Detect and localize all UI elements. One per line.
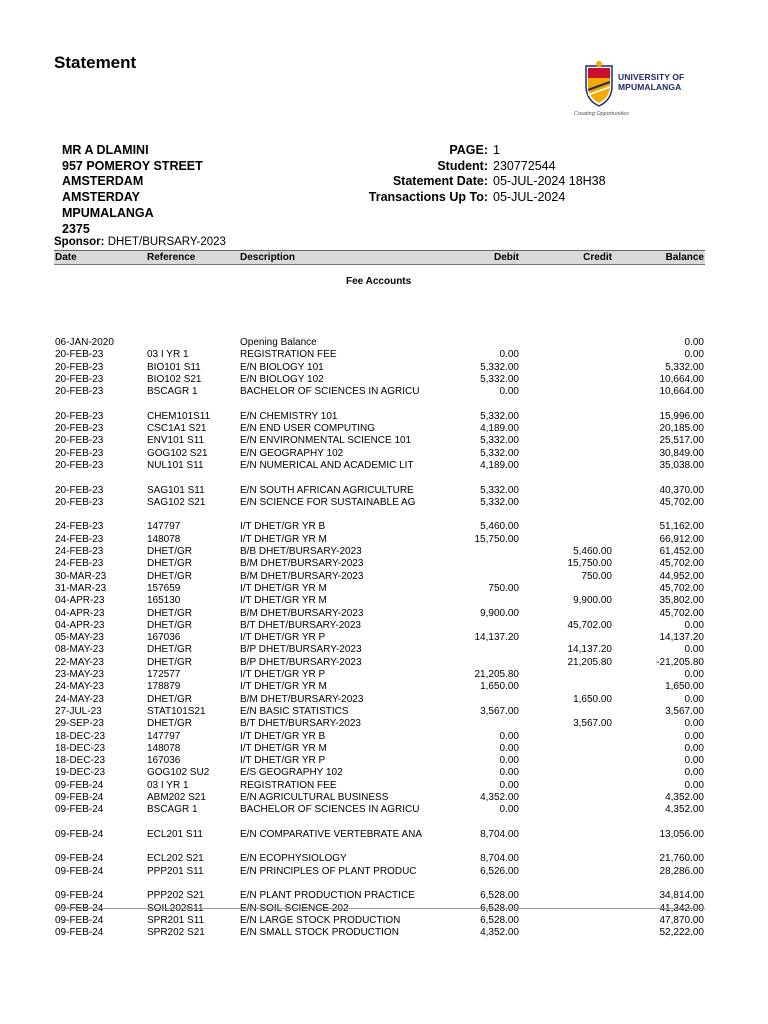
- table-row: [0, 731, 768, 743]
- row-balance: 13,056.00: [659, 828, 704, 840]
- table-row: [0, 497, 768, 522]
- row-reference: ECL201 S11: [147, 828, 203, 840]
- row-debit: 5,332.00: [480, 361, 519, 373]
- row-date: 20-FEB-23: [55, 386, 104, 398]
- address-name: MR A DLAMINI: [62, 143, 149, 157]
- recipient-address: [62, 143, 203, 237]
- table-row: [0, 558, 768, 570]
- row-balance: 10,664.00: [659, 386, 704, 398]
- row-date: 05-MAY-23: [55, 632, 104, 644]
- row-reference: 178879: [147, 681, 181, 693]
- row-reference: GOG102 SU2: [147, 767, 210, 779]
- row-reference: 148078: [147, 742, 181, 754]
- address-postal-code: 2375: [62, 221, 90, 236]
- row-date: 18-DEC-23: [55, 755, 106, 767]
- table-row: [0, 792, 768, 804]
- table-row: [0, 632, 768, 644]
- row-reference: 147797: [147, 730, 181, 742]
- row-balance: 5,332.00: [665, 361, 704, 373]
- row-reference: ABM202 S21: [147, 791, 206, 803]
- row-description: I/T DHET/GR YR M: [240, 742, 327, 754]
- row-description: I/T DHET/GR YR M: [240, 582, 327, 594]
- row-reference: DHET/GR: [147, 718, 192, 730]
- row-date: 09-FEB-24: [55, 791, 104, 803]
- row-date: 20-FEB-23: [55, 447, 104, 459]
- row-date: 09-FEB-24: [55, 853, 104, 865]
- row-balance: 1,650.00: [665, 681, 704, 693]
- row-debit: 4,352.00: [480, 927, 519, 939]
- table-row: [0, 349, 768, 361]
- row-balance: 30,849.00: [659, 447, 704, 459]
- table-row: [0, 669, 768, 681]
- row-debit: 6,528.00: [480, 890, 519, 902]
- row-balance: 61,452.00: [659, 546, 704, 558]
- row-balance: 0.00: [684, 669, 704, 681]
- statement-info-labels: [320, 143, 488, 206]
- row-balance: 10,664.00: [659, 373, 704, 385]
- row-description: REGISTRATION FEE: [240, 779, 337, 791]
- row-date: 30-MAR-23: [55, 570, 107, 582]
- row-debit: 0.00: [499, 779, 519, 791]
- row-debit: 5,332.00: [480, 447, 519, 459]
- row-reference: ENV101 S11: [147, 435, 205, 447]
- row-date: 09-FEB-24: [55, 927, 104, 939]
- row-date: 20-FEB-23: [55, 496, 104, 508]
- table-row: [0, 829, 768, 854]
- table-row: [0, 866, 768, 891]
- table-row: [0, 915, 768, 927]
- row-description: I/T DHET/GR YR M: [240, 681, 327, 693]
- row-reference: DHET/GR: [147, 656, 192, 668]
- row-description: I/T DHET/GR YR B: [240, 730, 326, 742]
- table-row: [0, 435, 768, 447]
- row-date: 18-DEC-23: [55, 730, 106, 742]
- row-reference: PPP201 S11: [147, 865, 204, 877]
- row-description: BACHELOR OF SCIENCES IN AGRICU: [240, 804, 420, 816]
- row-reference: SAG102 S21: [147, 496, 206, 508]
- row-date: 20-FEB-23: [55, 361, 104, 373]
- row-reference: SOIL202S11: [147, 902, 204, 914]
- table-row: [0, 706, 768, 718]
- table-row: [0, 657, 768, 669]
- row-debit: 14,137.20: [474, 632, 519, 644]
- row-description: E/N END USER COMPUTING: [240, 423, 376, 435]
- row-date: 20-FEB-23: [55, 435, 104, 447]
- row-date: 24-FEB-23: [55, 533, 104, 545]
- row-balance: 4,352.00: [665, 804, 704, 816]
- row-debit: 0.00: [499, 742, 519, 754]
- row-description: B/M DHET/BURSARY-2023: [240, 570, 364, 582]
- row-debit: 0.00: [499, 767, 519, 779]
- row-balance: 0.00: [684, 779, 704, 791]
- row-reference: 03 I YR 1: [147, 349, 189, 361]
- row-reference: DHET/GR: [147, 619, 192, 631]
- row-date: 09-FEB-24: [55, 914, 104, 926]
- row-date: 31-MAR-23: [55, 582, 107, 594]
- table-row: [0, 718, 768, 730]
- row-debit: 0.00: [499, 730, 519, 742]
- row-date: 06-JAN-2020: [55, 337, 114, 348]
- student-label: Student:: [437, 158, 488, 173]
- row-description: E/S GEOGRAPHY 102: [240, 767, 343, 779]
- table-row: [0, 411, 768, 423]
- row-balance: 0.00: [684, 349, 704, 361]
- row-reference: BIO101 S11: [147, 361, 201, 373]
- row-date: 24-FEB-23: [55, 546, 104, 558]
- university-logo: [574, 60, 685, 124]
- row-description: E/N BASIC STATISTICS: [240, 705, 349, 717]
- row-debit: 9,900.00: [480, 607, 519, 619]
- table-row: [0, 853, 768, 865]
- row-credit: 1,650.00: [573, 693, 612, 705]
- row-description: E/N LARGE STOCK PRODUCTION: [240, 914, 401, 926]
- row-description: I/T DHET/GR YR P: [240, 632, 326, 644]
- row-balance: 47,870.00: [659, 914, 704, 926]
- sponsor-line: [54, 236, 226, 248]
- row-balance: 0.00: [684, 730, 704, 742]
- table-row: [0, 644, 768, 656]
- row-debit: 6,528.00: [480, 914, 519, 926]
- row-description: B/T DHET/BURSARY-2023: [240, 619, 361, 631]
- row-description: E/N COMPARATIVE VERTEBRATE ANA: [240, 828, 423, 840]
- row-balance: 66,912.00: [659, 533, 704, 545]
- row-reference: 157659: [147, 582, 181, 594]
- row-description: BACHELOR OF SCIENCES IN AGRICU: [240, 386, 420, 398]
- row-reference: 148078: [147, 533, 181, 545]
- row-balance: -21,205.80: [656, 656, 704, 668]
- address-street: 957 POMEROY STREET: [62, 158, 203, 173]
- table-row: [0, 521, 768, 533]
- row-description: E/N PLANT PRODUCTION PRACTICE: [240, 890, 415, 902]
- row-debit: 750.00: [488, 582, 519, 594]
- row-balance: 41,342.00: [659, 902, 704, 914]
- row-description: E/N SMALL STOCK PRODUCTION: [240, 927, 399, 939]
- row-balance: 25,517.00: [659, 435, 704, 447]
- row-debit: 8,704.00: [480, 828, 519, 840]
- row-reference: SAG101 S11: [147, 484, 205, 496]
- row-balance: 4,352.00: [665, 791, 704, 803]
- header-reference: Reference: [147, 252, 196, 263]
- row-balance: 44,952.00: [659, 570, 704, 582]
- statement-date: 05-JUL-2024 18H38: [493, 174, 606, 189]
- row-reference: 167036: [147, 632, 181, 644]
- row-debit: 5,332.00: [480, 484, 519, 496]
- row-description: E/N SOIL SCIENCE 202: [240, 902, 349, 914]
- row-reference: BSCAGR 1: [147, 386, 198, 398]
- table-row: [0, 743, 768, 755]
- header-balance: Balance: [665, 252, 704, 263]
- row-description: I/T DHET/GR YR P: [240, 755, 326, 767]
- row-reference: DHET/GR: [147, 693, 192, 705]
- row-balance: 20,185.00: [659, 423, 704, 435]
- row-description: E/N BIOLOGY 102: [240, 373, 324, 385]
- row-balance: 14,137.20: [659, 632, 704, 644]
- row-balance: 45,702.00: [659, 582, 704, 594]
- table-row: [0, 620, 768, 632]
- row-debit: 5,332.00: [480, 435, 519, 447]
- row-credit: 21,205.80: [567, 656, 612, 668]
- row-reference: BIO102 S21: [147, 373, 202, 385]
- row-description: E/N PRINCIPLES OF PLANT PRODUC: [240, 865, 417, 877]
- row-balance: 0.00: [684, 767, 704, 779]
- row-credit: 5,460.00: [573, 546, 612, 558]
- row-date: 20-FEB-23: [55, 410, 104, 422]
- row-date: 20-FEB-23: [55, 484, 104, 496]
- row-description: E/N SOUTH AFRICAN AGRICULTURE: [240, 484, 414, 496]
- row-reference: GOG102 S21: [147, 447, 208, 459]
- row-reference: SPR202 S21: [147, 927, 205, 939]
- table-row: [0, 595, 768, 607]
- row-description: I/T DHET/GR YR M: [240, 533, 327, 545]
- row-description: E/N ENVIRONMENTAL SCIENCE 101: [240, 435, 412, 447]
- row-balance: 21,760.00: [659, 853, 704, 865]
- row-date: 23-MAY-23: [55, 669, 104, 681]
- row-description: REGISTRATION FEE: [240, 349, 337, 361]
- row-debit: 21,205.80: [474, 669, 519, 681]
- table-row: [0, 460, 768, 485]
- row-reference: CSC1A1 S21: [147, 423, 207, 435]
- row-debit: 1,650.00: [480, 681, 519, 693]
- row-date: 24-MAY-23: [55, 693, 104, 705]
- row-debit: 8,704.00: [480, 853, 519, 865]
- table-row: [0, 804, 768, 829]
- row-balance: 45,702.00: [659, 558, 704, 570]
- row-date: 24-FEB-23: [55, 521, 104, 533]
- row-date: 18-DEC-23: [55, 742, 106, 754]
- row-balance: 52,222.00: [659, 927, 704, 939]
- row-balance: 0.00: [684, 742, 704, 754]
- table-row: [0, 583, 768, 595]
- transactions-table: [0, 337, 768, 940]
- row-date: 09-FEB-24: [55, 865, 104, 877]
- row-debit: 5,332.00: [480, 496, 519, 508]
- transactions-up-to-label: Transactions Up To:: [368, 190, 488, 205]
- table-row: [0, 767, 768, 779]
- section-title: Fee Accounts: [346, 276, 412, 287]
- row-balance: 3,567.00: [665, 705, 704, 717]
- row-date: 04-APR-23: [55, 607, 105, 619]
- row-reference: DHET/GR: [147, 546, 192, 558]
- university-crest-icon: [582, 60, 616, 108]
- table-row: [0, 362, 768, 374]
- table-row: [0, 546, 768, 558]
- row-reference: PPP202 S21: [147, 890, 205, 902]
- row-date: 09-FEB-24: [55, 828, 104, 840]
- row-balance: 0.00: [684, 619, 704, 631]
- logo-text-line1: UNIVERSITY OF: [618, 72, 685, 82]
- row-date: 20-FEB-23: [55, 423, 104, 435]
- table-row: [0, 448, 768, 460]
- row-date: 24-FEB-23: [55, 558, 104, 570]
- table-row: [0, 890, 768, 902]
- row-debit: 4,352.00: [480, 791, 519, 803]
- row-description: E/N SCIENCE FOR SUSTAINABLE AG: [240, 496, 416, 508]
- header-description: Description: [240, 252, 296, 263]
- page-label: PAGE:: [449, 143, 488, 157]
- table-row: [0, 694, 768, 706]
- row-balance: 0.00: [684, 755, 704, 767]
- row-reference: 165130: [147, 595, 181, 607]
- table-row: [0, 337, 768, 349]
- row-balance: 0.00: [684, 718, 704, 730]
- row-description: E/N CHEMISTRY 101: [240, 410, 338, 422]
- address-line-4: AMSTERDAY: [62, 190, 141, 205]
- row-date: 09-FEB-24: [55, 779, 104, 791]
- logo-tagline: Creating Opportunities: [574, 111, 630, 117]
- header-debit: Debit: [494, 252, 519, 263]
- row-balance: 35,802.00: [659, 595, 704, 607]
- row-description: I/T DHET/GR YR M: [240, 595, 327, 607]
- row-date: 24-MAY-23: [55, 681, 104, 693]
- row-description: I/T DHET/GR YR P: [240, 669, 326, 681]
- row-date: 29-SEP-23: [55, 718, 104, 730]
- row-reference: ECL202 S21: [147, 853, 204, 865]
- row-description: I/T DHET/GR YR B: [240, 521, 326, 533]
- row-reference: DHET/GR: [147, 570, 192, 582]
- row-balance: 0.00: [684, 337, 704, 348]
- row-date: 19-DEC-23: [55, 767, 106, 779]
- row-balance: 45,702.00: [659, 607, 704, 619]
- row-description: B/T DHET/BURSARY-2023: [240, 718, 361, 730]
- row-credit: 15,750.00: [567, 558, 612, 570]
- row-credit: 45,702.00: [567, 619, 612, 631]
- row-debit: 4,189.00: [480, 423, 519, 435]
- row-debit: 0.00: [499, 386, 519, 398]
- row-date: 22-MAY-23: [55, 656, 104, 668]
- row-debit: 0.00: [499, 755, 519, 767]
- row-credit: 3,567.00: [573, 718, 612, 730]
- row-reference: DHET/GR: [147, 607, 192, 619]
- row-description: E/N ECOPHYSIOLOGY: [240, 853, 347, 865]
- row-date: 09-FEB-24: [55, 890, 104, 902]
- row-date: 20-FEB-23: [55, 459, 104, 471]
- row-debit: 3,567.00: [480, 705, 519, 717]
- row-balance: 51,162.00: [659, 521, 704, 533]
- row-debit: 4,189.00: [480, 459, 519, 471]
- statement-info-values: [493, 143, 606, 206]
- row-description: E/N GEOGRAPHY 102: [240, 447, 344, 459]
- row-reference: NUL101 S11: [147, 459, 204, 471]
- row-debit: 5,332.00: [480, 373, 519, 385]
- row-description: B/M DHET/BURSARY-2023: [240, 693, 364, 705]
- row-balance: 40,370.00: [659, 484, 704, 496]
- row-debit: 6,526.00: [480, 865, 519, 877]
- row-reference: DHET/GR: [147, 644, 192, 656]
- table-row: [0, 927, 768, 939]
- row-date: 20-FEB-23: [55, 349, 104, 361]
- row-description: B/M DHET/BURSARY-2023: [240, 558, 364, 570]
- row-date: 04-APR-23: [55, 595, 105, 607]
- address-province: MPUMALANGA: [62, 205, 154, 220]
- table-row: [0, 571, 768, 583]
- table-row: [0, 374, 768, 386]
- row-debit: 15,750.00: [474, 533, 519, 545]
- row-balance: 28,286.00: [659, 865, 704, 877]
- row-description: B/P DHET/BURSARY-2023: [240, 644, 362, 656]
- row-balance: 34,814.00: [659, 890, 704, 902]
- student-number: 230772544: [493, 158, 556, 173]
- row-debit: 5,460.00: [480, 521, 519, 533]
- row-reference: 172577: [147, 669, 181, 681]
- row-date: 27-JUL-23: [55, 705, 102, 717]
- row-reference: BSCAGR 1: [147, 804, 198, 816]
- table-row: [0, 485, 768, 497]
- row-description: Opening Balance: [240, 337, 317, 348]
- row-credit: 9,900.00: [573, 595, 612, 607]
- row-description: B/B DHET/BURSARY-2023: [240, 546, 362, 558]
- table-header: [54, 250, 705, 265]
- sponsor-value: DHET/BURSARY-2023: [107, 236, 226, 248]
- row-balance: 45,702.00: [659, 496, 704, 508]
- table-row: [0, 755, 768, 767]
- page-title: Statement: [54, 53, 137, 72]
- row-description: B/P DHET/BURSARY-2023: [240, 656, 362, 668]
- table-bottom-divider: [54, 908, 705, 909]
- row-debit: 0.00: [499, 804, 519, 816]
- row-description: B/M DHET/BURSARY-2023: [240, 607, 364, 619]
- row-reference: STAT101S21: [147, 705, 206, 717]
- row-credit: 750.00: [581, 570, 612, 582]
- row-date: 09-FEB-24: [55, 902, 104, 914]
- row-balance: 35,038.00: [659, 459, 704, 471]
- header-date: Date: [55, 252, 77, 263]
- row-date: 08-MAY-23: [55, 644, 104, 656]
- sponsor-label: Sponsor:: [54, 236, 105, 248]
- transactions-up-to-date: 05-JUL-2024: [493, 190, 566, 205]
- table-row: [0, 423, 768, 435]
- table-row: [0, 386, 768, 411]
- row-balance: 15,996.00: [659, 410, 704, 422]
- row-date: 04-APR-23: [55, 619, 105, 631]
- row-reference: CHEM101S11: [147, 410, 211, 422]
- row-balance: 0.00: [684, 693, 704, 705]
- page-number: 1: [493, 143, 500, 157]
- row-date: 09-FEB-24: [55, 804, 104, 816]
- row-debit: 5,332.00: [480, 410, 519, 422]
- row-debit: 6,528.00: [480, 902, 519, 914]
- row-reference: 03 I YR 1: [147, 779, 189, 791]
- row-reference: DHET/GR: [147, 558, 192, 570]
- table-row: [0, 780, 768, 792]
- row-reference: SPR201 S11: [147, 914, 205, 926]
- row-balance: 0.00: [684, 644, 704, 656]
- table-row: [0, 534, 768, 546]
- row-description: E/N NUMERICAL AND ACADEMIC LIT: [240, 459, 414, 471]
- table-row: [0, 608, 768, 620]
- row-reference: 147797: [147, 521, 181, 533]
- logo-text-line2: MPUMALANGA: [618, 82, 682, 92]
- row-description: E/N BIOLOGY 101: [240, 361, 324, 373]
- row-reference: 167036: [147, 755, 181, 767]
- statement-date-label: Statement Date:: [392, 174, 488, 189]
- row-date: 20-FEB-23: [55, 373, 104, 385]
- table-row: [0, 681, 768, 693]
- address-line-3: AMSTERDAM: [62, 174, 144, 189]
- row-debit: 0.00: [499, 349, 519, 361]
- row-credit: 14,137.20: [567, 644, 612, 656]
- row-description: E/N AGRICULTURAL BUSINESS: [240, 791, 389, 803]
- header-credit: Credit: [583, 252, 612, 263]
